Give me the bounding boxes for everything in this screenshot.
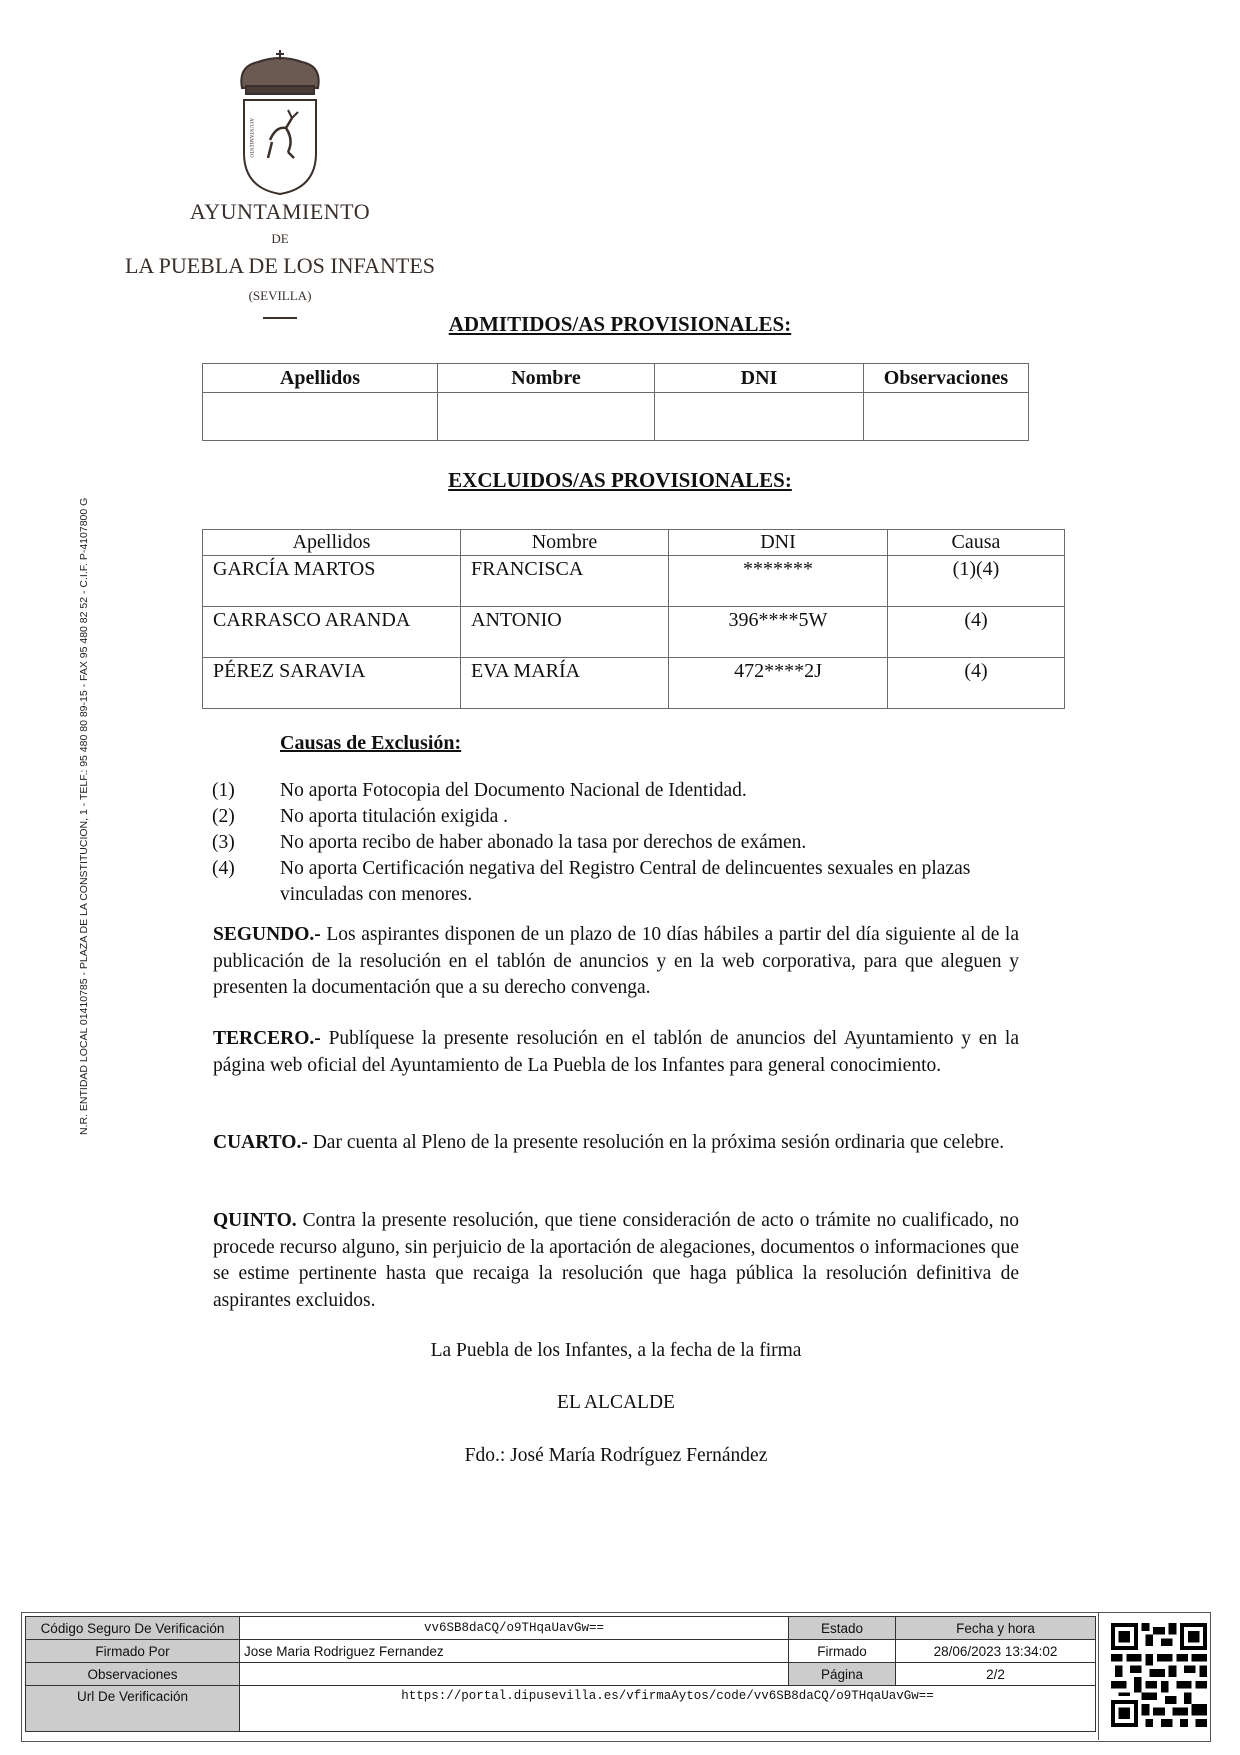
- admitidos-table: [202, 363, 1029, 441]
- code-label: Código Seguro De Verificación: [26, 1617, 240, 1640]
- cell-causa: (4): [888, 607, 1065, 658]
- letterhead-rule: [263, 317, 297, 319]
- excluidos-table: [202, 529, 1065, 709]
- col-header-causa: Causa: [888, 530, 1065, 556]
- paragraph-body: Dar cuenta al Pleno de la presente resolución en la próxima sesión ordinaria que celebre.: [307, 1132, 1005, 1153]
- col-header-dni: DNI: [655, 364, 864, 393]
- cause-number: (4): [212, 858, 235, 879]
- paragraph-quinto: [213, 1208, 1019, 1314]
- cause-item: [212, 778, 1032, 804]
- table-row: [203, 607, 1065, 658]
- table-row: [203, 556, 1065, 607]
- paragraph-tercero: [213, 1026, 1019, 1079]
- cause-text: No aporta Certificación negativa del Registro Central de delincuentes sexuales en plazas vinculadas con menores.: [280, 858, 971, 905]
- cell-nombre: EVA MARÍA: [461, 658, 669, 709]
- col-header-nombre: Nombre: [438, 364, 655, 393]
- col-header-nombre: Nombre: [461, 530, 669, 556]
- cause-number: (2): [212, 806, 235, 827]
- verification-url-link[interactable]: https://portal.dipusevilla.es/vfirmaAytos/code/vv6SB8daCQ/o9THqaUavGw==: [240, 1686, 1096, 1732]
- paragraph-lead: TERCERO.-: [213, 1028, 321, 1049]
- cause-text: No aporta Fotocopia del Documento Nacional de Identidad.: [280, 780, 747, 801]
- causas-list: [212, 778, 1032, 908]
- signature-place-date: La Puebla de los Infantes, a la fecha de la firma: [430, 1340, 802, 1361]
- paragraph-lead: SEGUNDO.-: [213, 924, 321, 945]
- cell-dni: *******: [669, 556, 888, 607]
- pagina-value: 2/2: [896, 1663, 1096, 1686]
- paragraph-cuarto: [213, 1130, 1019, 1157]
- estado-label: Estado: [789, 1617, 896, 1640]
- cell-causa: (1)(4): [888, 556, 1065, 607]
- cause-item: [212, 856, 1032, 908]
- excluidos-heading: EXCLUIDOS/AS PROVISIONALES:: [448, 468, 792, 492]
- causas-heading: Causas de Exclusión:: [280, 732, 462, 754]
- cell-causa: (4): [888, 658, 1065, 709]
- letterhead-line-1: AYUNTAMIENTO: [189, 199, 371, 224]
- cell: [438, 393, 655, 441]
- observaciones-label: Observaciones: [26, 1663, 240, 1686]
- cell: [864, 393, 1029, 441]
- cause-text: No aporta recibo de haber abonado la tasa por derechos de exámen.: [280, 832, 807, 853]
- paragraph-segundo: [213, 922, 1019, 1002]
- cell: [655, 393, 864, 441]
- url-label: Url De Verificación: [26, 1686, 240, 1732]
- qr-code-icon[interactable]: [1111, 1623, 1207, 1727]
- pagina-label: Página: [789, 1663, 896, 1686]
- letterhead-line-4: (SEVILLA): [248, 288, 312, 303]
- table-row: [203, 393, 1029, 441]
- cell: [203, 393, 438, 441]
- cell-apellidos: GARCÍA MARTOS: [203, 556, 461, 607]
- col-header-observaciones: Observaciones: [864, 364, 1029, 393]
- cause-item: [212, 830, 1032, 856]
- col-header-apellidos: Apellidos: [203, 530, 461, 556]
- admitidos-heading: ADMITIDOS/AS PROVISIONALES:: [448, 312, 792, 336]
- cell-apellidos: CARRASCO ARANDA: [203, 607, 461, 658]
- cause-number: (1): [212, 780, 235, 801]
- paragraph-body: Publíquese la presente resolución en el tablón de anuncios del Ayuntamiento y en la página web oficial del Ayuntamiento de La Puebla de los Infantes para general conocimiento.: [213, 1028, 1019, 1076]
- col-header-dni: DNI: [669, 530, 888, 556]
- side-address-text: N.R. ENTIDAD LOCAL 01410785 - PLAZA DE LA CONSTITUCION, 1 - TELF.: 95 480 80 89-15 - FAX 95 480 82 52 - C.I.F. P-4107800 G: [78, 497, 90, 1135]
- cause-item: [212, 804, 1032, 830]
- cell-dni: 396****5W: [669, 607, 888, 658]
- cell-dni: 472****2J: [669, 658, 888, 709]
- signature-name: Fdo.: José María Rodríguez Fernández: [464, 1445, 768, 1466]
- firmado-value: Jose Maria Rodriguez Fernandez: [240, 1640, 789, 1663]
- table-row: [203, 658, 1065, 709]
- verification-table: [25, 1616, 1096, 1732]
- col-header-apellidos: Apellidos: [203, 364, 438, 393]
- paragraph-body: Contra la presente resolución, que tiene consideración de acto o trámite no cualificado, no procede recurso alguno, sin perjuicio de la aportación de alegaciones, documentos o informaciones que se estime pertinente hasta que recaiga la resolución que haga pública la resolución definitiva de aspirantes excluidos.: [213, 1210, 1019, 1311]
- firmado-label: Firmado Por: [26, 1640, 240, 1663]
- coat-of-arms-icon: [228, 48, 332, 198]
- cell-apellidos: PÉREZ SARAVIA: [203, 658, 461, 709]
- paragraph-body: Los aspirantes disponen de un plazo de 10 días hábiles a partir del día siguiente al de la publicación de la resolución en el tablón de anuncios y en la web corporativa, para que aleguen y presenten la documentación que a su derecho convenga.: [213, 924, 1019, 998]
- svg-text:AYUNTAMIENTO: AYUNTAMIENTO: [248, 118, 253, 158]
- cell-nombre: ANTONIO: [461, 607, 669, 658]
- letterhead-line-2: DE: [271, 231, 289, 246]
- paragraph-lead: CUARTO.-: [213, 1132, 308, 1153]
- fecha-value: 28/06/2023 13:34:02: [896, 1640, 1096, 1663]
- letterhead-line-3: LA PUEBLA DE LOS INFANTES: [124, 253, 436, 278]
- estado-value: Firmado: [789, 1640, 896, 1663]
- cause-number: (3): [212, 832, 235, 853]
- observaciones-value: [240, 1663, 789, 1686]
- cell-nombre: FRANCISCA: [461, 556, 669, 607]
- fecha-label: Fecha y hora: [896, 1617, 1096, 1640]
- signature-role: EL ALCALDE: [557, 1392, 675, 1413]
- cause-text: No aporta titulación exigida .: [280, 806, 508, 827]
- paragraph-lead: QUINTO.: [213, 1210, 297, 1231]
- code-value: vv6SB8daCQ/o9THqaUavGw==: [240, 1617, 789, 1640]
